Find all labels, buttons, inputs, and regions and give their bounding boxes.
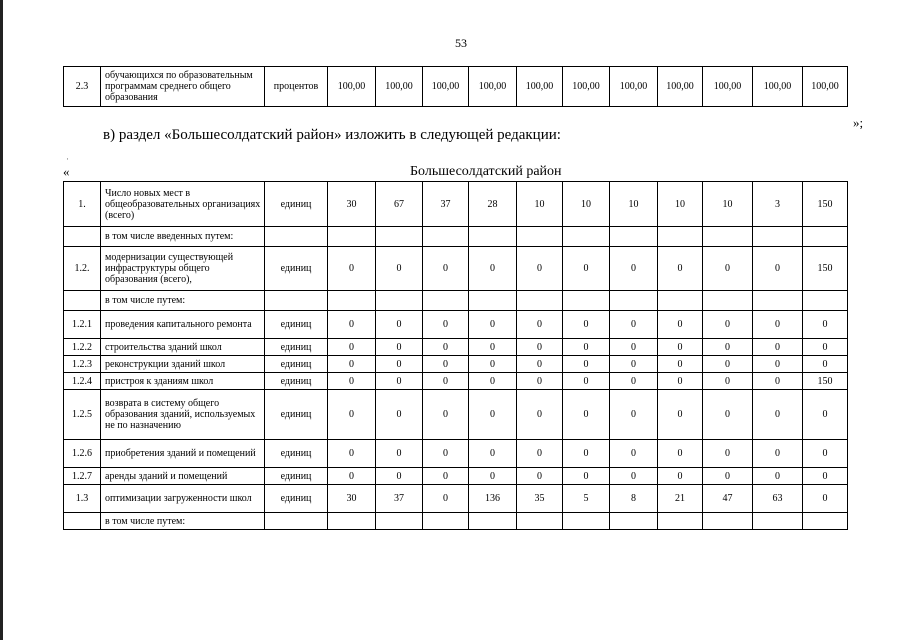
value-cell: 0: [517, 311, 563, 339]
value-cell: 63: [753, 485, 803, 513]
value-cell: [703, 291, 753, 311]
value-cell: 0: [658, 339, 703, 356]
row-unit: [265, 513, 328, 530]
opening-quote: «: [63, 164, 70, 179]
row-number: [64, 291, 101, 311]
value-cell: 0: [517, 339, 563, 356]
value-cell: [328, 513, 376, 530]
value-cell: 100,00: [610, 67, 658, 107]
value-cell: 0: [469, 440, 517, 468]
row-name: аренды зданий и помещений: [101, 468, 265, 485]
value-cell: 0: [753, 468, 803, 485]
row-unit: единиц: [265, 247, 328, 291]
row-name: оптимизации загруженности школ: [101, 485, 265, 513]
value-cell: 0: [803, 311, 848, 339]
value-cell: 0: [328, 339, 376, 356]
table-row: [64, 468, 848, 485]
value-cell: 0: [423, 468, 469, 485]
value-cell: 28: [469, 182, 517, 227]
value-cell: 0: [328, 390, 376, 440]
value-cell: [753, 513, 803, 530]
value-cell: 0: [563, 440, 610, 468]
value-cell: 10: [517, 182, 563, 227]
value-cell: 0: [803, 485, 848, 513]
value-cell: 0: [469, 311, 517, 339]
row-number: 2.3: [64, 67, 101, 107]
value-cell: 0: [703, 339, 753, 356]
value-cell: 35: [517, 485, 563, 513]
row-unit: [265, 291, 328, 311]
row-number: 1.2.6: [64, 440, 101, 468]
top-table: [63, 66, 848, 107]
value-cell: 0: [658, 390, 703, 440]
value-cell: 0: [423, 356, 469, 373]
row-number: 1.2.: [64, 247, 101, 291]
value-cell: [517, 227, 563, 247]
value-cell: 0: [610, 373, 658, 390]
value-cell: [803, 291, 848, 311]
value-cell: 0: [376, 356, 423, 373]
row-unit: единиц: [265, 390, 328, 440]
value-cell: [423, 291, 469, 311]
value-cell: 0: [753, 311, 803, 339]
value-cell: 0: [376, 468, 423, 485]
value-cell: 0: [753, 247, 803, 291]
row-name: приобретения зданий и помещений: [101, 440, 265, 468]
table-row: [64, 485, 848, 513]
value-cell: 0: [610, 339, 658, 356]
value-cell: 0: [703, 468, 753, 485]
dot-mark: ·: [66, 154, 69, 164]
value-cell: 0: [658, 311, 703, 339]
value-cell: [376, 227, 423, 247]
table-row: [64, 390, 848, 440]
value-cell: 0: [423, 485, 469, 513]
value-cell: [469, 513, 517, 530]
row-number: 1.2.7: [64, 468, 101, 485]
value-cell: 0: [658, 440, 703, 468]
value-cell: 0: [753, 356, 803, 373]
value-cell: 0: [423, 390, 469, 440]
value-cell: 0: [658, 356, 703, 373]
value-cell: 0: [610, 247, 658, 291]
value-cell: 0: [376, 311, 423, 339]
row-unit: [265, 227, 328, 247]
row-name: модернизации существующей инфраструктуры общего образования (всего),: [101, 247, 265, 291]
value-cell: [423, 227, 469, 247]
value-cell: 0: [658, 373, 703, 390]
table-row: [64, 182, 848, 227]
value-cell: 30: [328, 182, 376, 227]
value-cell: 100,00: [328, 67, 376, 107]
row-name: проведения капитального ремонта: [101, 311, 265, 339]
main-table: [63, 181, 848, 530]
value-cell: 0: [563, 356, 610, 373]
value-cell: 0: [658, 247, 703, 291]
value-cell: 0: [703, 356, 753, 373]
table-row: [64, 291, 848, 311]
row-number: 1.: [64, 182, 101, 227]
row-number: 1.2.2: [64, 339, 101, 356]
value-cell: 0: [517, 468, 563, 485]
value-cell: 0: [703, 311, 753, 339]
table-row: [64, 373, 848, 390]
value-cell: [563, 227, 610, 247]
value-cell: [469, 291, 517, 311]
value-cell: 0: [517, 356, 563, 373]
value-cell: 0: [517, 373, 563, 390]
row-name: строительства зданий школ: [101, 339, 265, 356]
value-cell: 21: [658, 485, 703, 513]
value-cell: 0: [753, 440, 803, 468]
value-cell: 47: [703, 485, 753, 513]
value-cell: [517, 291, 563, 311]
value-cell: 100,00: [423, 67, 469, 107]
value-cell: 0: [423, 311, 469, 339]
value-cell: [469, 227, 517, 247]
value-cell: 0: [563, 373, 610, 390]
value-cell: 67: [376, 182, 423, 227]
section-heading: в) раздел «Большесолдатский район» изложить в следующей редакции:: [103, 127, 561, 143]
page-left-edge: [0, 0, 3, 640]
value-cell: [563, 513, 610, 530]
value-cell: 0: [376, 440, 423, 468]
table-row: [64, 440, 848, 468]
value-cell: [658, 513, 703, 530]
value-cell: [610, 513, 658, 530]
value-cell: 100,00: [703, 67, 753, 107]
row-unit: единиц: [265, 485, 328, 513]
table-row: [64, 513, 848, 530]
value-cell: 0: [423, 339, 469, 356]
row-name: в том числе путем:: [101, 513, 265, 530]
value-cell: 0: [376, 390, 423, 440]
value-cell: 0: [376, 339, 423, 356]
table-row: [64, 339, 848, 356]
value-cell: 0: [703, 390, 753, 440]
value-cell: 0: [703, 247, 753, 291]
value-cell: 37: [423, 182, 469, 227]
value-cell: 0: [803, 339, 848, 356]
value-cell: [328, 227, 376, 247]
value-cell: 10: [563, 182, 610, 227]
value-cell: 0: [610, 390, 658, 440]
value-cell: 0: [423, 373, 469, 390]
value-cell: [658, 227, 703, 247]
row-name: обучающихся по образовательным программам среднего общего образования: [101, 67, 265, 107]
value-cell: 0: [563, 311, 610, 339]
value-cell: 100,00: [517, 67, 563, 107]
table-row: [64, 356, 848, 373]
table-row: [64, 311, 848, 339]
value-cell: 5: [563, 485, 610, 513]
value-cell: 100,00: [803, 67, 848, 107]
value-cell: [423, 513, 469, 530]
row-unit: процентов: [265, 67, 328, 107]
value-cell: 0: [517, 440, 563, 468]
value-cell: [517, 513, 563, 530]
row-unit: единиц: [265, 468, 328, 485]
value-cell: 0: [469, 247, 517, 291]
value-cell: 0: [376, 373, 423, 390]
value-cell: 150: [803, 247, 848, 291]
value-cell: 150: [803, 182, 848, 227]
value-cell: 0: [328, 356, 376, 373]
value-cell: 0: [753, 339, 803, 356]
value-cell: [803, 513, 848, 530]
value-cell: 0: [610, 356, 658, 373]
value-cell: 150: [803, 373, 848, 390]
value-cell: [610, 227, 658, 247]
value-cell: 0: [703, 373, 753, 390]
value-cell: 0: [753, 373, 803, 390]
value-cell: 10: [610, 182, 658, 227]
value-cell: 0: [328, 373, 376, 390]
value-cell: 0: [469, 373, 517, 390]
row-name: пристроя к зданиям школ: [101, 373, 265, 390]
value-cell: 0: [328, 440, 376, 468]
row-name: в том числе введенных путем:: [101, 227, 265, 247]
value-cell: 10: [658, 182, 703, 227]
row-unit: единиц: [265, 339, 328, 356]
row-unit: единиц: [265, 311, 328, 339]
value-cell: [658, 291, 703, 311]
value-cell: 0: [469, 356, 517, 373]
row-number: [64, 227, 101, 247]
row-number: 1.2.3: [64, 356, 101, 373]
value-cell: 37: [376, 485, 423, 513]
value-cell: [753, 291, 803, 311]
row-unit: единиц: [265, 182, 328, 227]
value-cell: [803, 227, 848, 247]
value-cell: 3: [753, 182, 803, 227]
value-cell: 0: [703, 440, 753, 468]
row-name: возврата в систему общего образования зданий, используемых не по назначению: [101, 390, 265, 440]
value-cell: 0: [563, 468, 610, 485]
value-cell: [376, 291, 423, 311]
row-name: Число новых мест в общеобразовательных организациях (всего): [101, 182, 265, 227]
row-name: реконструкции зданий школ: [101, 356, 265, 373]
value-cell: 0: [753, 390, 803, 440]
value-cell: 0: [563, 339, 610, 356]
row-number: [64, 513, 101, 530]
value-cell: [563, 291, 610, 311]
value-cell: 100,00: [376, 67, 423, 107]
row-unit: единиц: [265, 440, 328, 468]
row-name: в том числе путем:: [101, 291, 265, 311]
row-number: 1.2.4: [64, 373, 101, 390]
row-unit: единиц: [265, 373, 328, 390]
table-row: [64, 67, 848, 107]
row-number: 1.2.1: [64, 311, 101, 339]
closing-quote: »;: [853, 115, 864, 130]
value-cell: 0: [328, 311, 376, 339]
table-row: [64, 227, 848, 247]
value-cell: 0: [469, 468, 517, 485]
value-cell: 0: [328, 247, 376, 291]
value-cell: 100,00: [658, 67, 703, 107]
value-cell: [376, 513, 423, 530]
value-cell: 100,00: [563, 67, 610, 107]
value-cell: [703, 227, 753, 247]
value-cell: 8: [610, 485, 658, 513]
value-cell: 0: [803, 390, 848, 440]
value-cell: [753, 227, 803, 247]
value-cell: 0: [610, 311, 658, 339]
value-cell: 0: [423, 440, 469, 468]
value-cell: 30: [328, 485, 376, 513]
value-cell: 0: [517, 390, 563, 440]
value-cell: 0: [376, 247, 423, 291]
value-cell: 0: [610, 468, 658, 485]
value-cell: 0: [610, 440, 658, 468]
value-cell: 100,00: [753, 67, 803, 107]
page-number: 53: [455, 36, 467, 50]
value-cell: 0: [803, 468, 848, 485]
value-cell: 0: [328, 468, 376, 485]
value-cell: 0: [563, 390, 610, 440]
value-cell: [703, 513, 753, 530]
value-cell: 10: [703, 182, 753, 227]
row-number: 1.3: [64, 485, 101, 513]
value-cell: 0: [658, 468, 703, 485]
value-cell: [328, 291, 376, 311]
row-number: 1.2.5: [64, 390, 101, 440]
value-cell: 0: [469, 390, 517, 440]
district-title: Большесолдатский район: [410, 164, 562, 179]
value-cell: 0: [803, 440, 848, 468]
value-cell: 0: [423, 247, 469, 291]
table-row: [64, 247, 848, 291]
value-cell: 0: [563, 247, 610, 291]
value-cell: 0: [469, 339, 517, 356]
row-unit: единиц: [265, 356, 328, 373]
value-cell: 0: [517, 247, 563, 291]
value-cell: 100,00: [469, 67, 517, 107]
value-cell: [610, 291, 658, 311]
value-cell: 136: [469, 485, 517, 513]
value-cell: 0: [803, 356, 848, 373]
